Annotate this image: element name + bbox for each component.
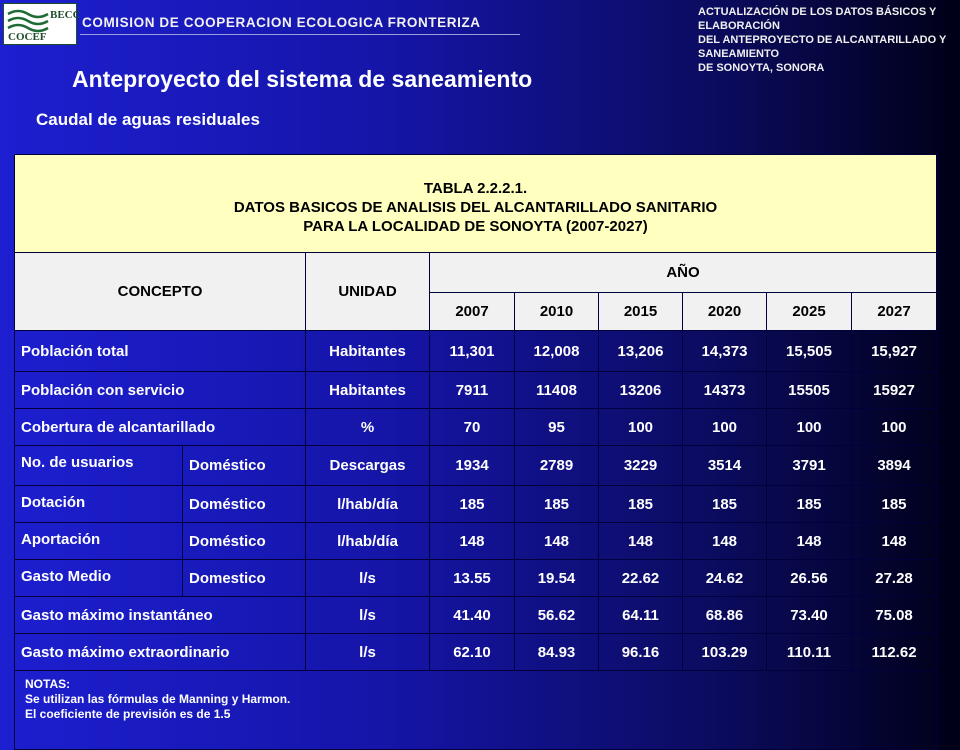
value-cell: 100: [599, 409, 683, 446]
table-caption: [15, 155, 937, 253]
value-cell: 13,206: [599, 331, 683, 372]
table-row: [15, 486, 937, 523]
year-header-cell: 2015: [599, 293, 683, 331]
header-ano: AÑO: [430, 253, 937, 293]
concept-cell: Gasto máximo extraordinario: [15, 634, 306, 671]
table-row: [15, 372, 937, 409]
value-cell: 100: [683, 409, 767, 446]
value-cell: 14373: [683, 372, 767, 409]
project-note-line: ACTUALIZACIÓN DE LOS DATOS BÁSICOS Y ELABORACIÓN: [698, 6, 937, 32]
value-cell: 11408: [515, 372, 599, 409]
project-note-line: DE SONOYTA, SONORA: [698, 62, 825, 74]
svg-text:BECC: BECC: [50, 9, 81, 21]
header-divider: [80, 34, 520, 35]
year-header-cell: 2025: [767, 293, 852, 331]
unit-cell: l/s: [306, 597, 430, 634]
value-cell: 19.54: [515, 560, 599, 597]
value-cell: 14,373: [683, 331, 767, 372]
value-cell: 13206: [599, 372, 683, 409]
value-cell: 24.62: [683, 560, 767, 597]
header-concepto: CONCEPTO: [15, 253, 306, 331]
value-cell: 148: [599, 523, 683, 560]
project-note-line: DEL ANTEPROYECTO DE ALCANTARILLADO Y SANEAMIENTO: [698, 34, 947, 60]
value-cell: 41.40: [430, 597, 515, 634]
unit-cell: l/s: [306, 634, 430, 671]
svg-text:COCEF: COCEF: [8, 31, 47, 43]
value-cell: 15927: [852, 372, 937, 409]
sub-concept-cell: Domestico: [183, 560, 306, 597]
year-header-cell: 2010: [515, 293, 599, 331]
value-cell: 95: [515, 409, 599, 446]
becc-cocef-logo: [3, 3, 81, 45]
value-cell: 185: [852, 486, 937, 523]
unit-cell: Habitantes: [306, 331, 430, 372]
value-cell: 13.55: [430, 560, 515, 597]
table-row: [15, 634, 937, 671]
table-caption-line: DATOS BASICOS DE ANALISIS DEL ALCANTARILLADO SANITARIO: [233, 199, 718, 216]
organization-name: COMISION DE COOPERACION ECOLOGICA FRONTERIZA: [82, 15, 481, 30]
concept-cell: Aportación: [15, 523, 183, 560]
value-cell: 56.62: [515, 597, 599, 634]
value-cell: 185: [430, 486, 515, 523]
table-row: [15, 560, 937, 597]
value-cell: 22.62: [599, 560, 683, 597]
concept-cell: No. de usuarios: [15, 446, 183, 486]
slide-title: Anteproyecto del sistema de saneamiento: [72, 66, 533, 92]
value-cell: 2789: [515, 446, 599, 486]
slide-subtitle: Caudal de aguas residuales: [36, 110, 260, 129]
table-row: [15, 331, 937, 372]
concept-cell: Gasto Medio: [15, 560, 183, 597]
value-cell: 12,008: [515, 331, 599, 372]
value-cell: 96.16: [599, 634, 683, 671]
table-row: [15, 409, 937, 446]
table-caption-line: PARA LA LOCALIDAD DE SONOYTA (2007-2027): [303, 218, 648, 235]
value-cell: 148: [515, 523, 599, 560]
year-header-cell: 2007: [430, 293, 515, 331]
unit-cell: %: [306, 409, 430, 446]
value-cell: 27.28: [852, 560, 937, 597]
value-cell: 3514: [683, 446, 767, 486]
header-unidad: UNIDAD: [306, 253, 430, 331]
value-cell: 103.29: [683, 634, 767, 671]
unit-cell: l/s: [306, 560, 430, 597]
unit-cell: Habitantes: [306, 372, 430, 409]
notes-heading: NOTAS:: [25, 677, 71, 691]
value-cell: 110.11: [767, 634, 852, 671]
value-cell: 64.11: [599, 597, 683, 634]
notes-line: El coeficiente de previsión es de 1.5: [25, 707, 231, 721]
concept-cell: Cobertura de alcantarillado: [15, 409, 306, 446]
value-cell: 1934: [430, 446, 515, 486]
value-cell: 100: [852, 409, 937, 446]
value-cell: 73.40: [767, 597, 852, 634]
concept-cell: Población total: [15, 331, 306, 372]
value-cell: 100: [767, 409, 852, 446]
concept-cell: Dotación: [15, 486, 183, 523]
value-cell: 148: [430, 523, 515, 560]
value-cell: 26.56: [767, 560, 852, 597]
value-cell: 68.86: [683, 597, 767, 634]
value-cell: 84.93: [515, 634, 599, 671]
table-row: [15, 597, 937, 634]
value-cell: 185: [515, 486, 599, 523]
unit-cell: l/hab/día: [306, 523, 430, 560]
value-cell: 185: [767, 486, 852, 523]
table-caption-line: TABLA 2.2.2.1.: [423, 180, 528, 197]
value-cell: 75.08: [852, 597, 937, 634]
unit-cell: l/hab/día: [306, 486, 430, 523]
table-row: [15, 446, 937, 486]
concept-cell: Gasto máximo instantáneo: [15, 597, 306, 634]
value-cell: 3791: [767, 446, 852, 486]
project-note: [698, 5, 956, 75]
value-cell: 3229: [599, 446, 683, 486]
value-cell: 112.62: [852, 634, 937, 671]
value-cell: 3894: [852, 446, 937, 486]
value-cell: 15,505: [767, 331, 852, 372]
value-cell: 185: [599, 486, 683, 523]
value-cell: 15505: [767, 372, 852, 409]
value-cell: 185: [683, 486, 767, 523]
value-cell: 148: [767, 523, 852, 560]
value-cell: 11,301: [430, 331, 515, 372]
year-header-cell: 2027: [852, 293, 937, 331]
notes-line: Se utilizan las fórmulas de Manning y Harmon.: [25, 692, 291, 706]
sewer-data-table: [14, 154, 937, 750]
sub-concept-cell: Doméstico: [183, 523, 306, 560]
unit-cell: Descargas: [306, 446, 430, 486]
concept-cell: Población con servicio: [15, 372, 306, 409]
value-cell: 148: [683, 523, 767, 560]
value-cell: 148: [852, 523, 937, 560]
year-header-cell: 2020: [683, 293, 767, 331]
table-notes: [15, 671, 937, 750]
sub-concept-cell: Doméstico: [183, 486, 306, 523]
value-cell: 70: [430, 409, 515, 446]
table-row: [15, 523, 937, 560]
value-cell: 7911: [430, 372, 515, 409]
value-cell: 62.10: [430, 634, 515, 671]
value-cell: 15,927: [852, 331, 937, 372]
sub-concept-cell: Doméstico: [183, 446, 306, 486]
